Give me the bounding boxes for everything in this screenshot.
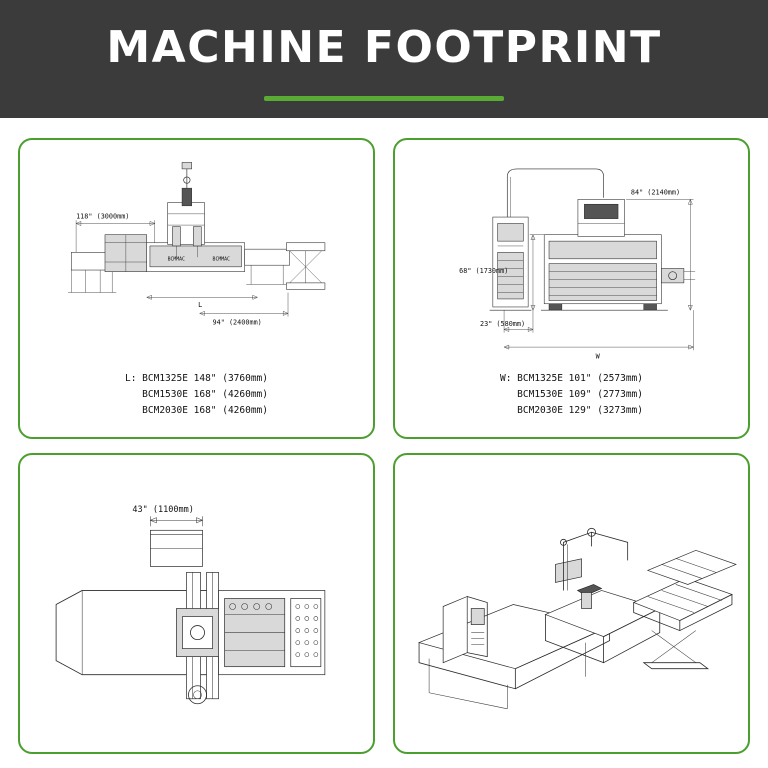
dim-94-group — [200, 293, 288, 327]
svg-text:84" (2140mm): 84" (2140mm) — [630, 188, 681, 197]
isometric-view-drawing — [395, 455, 748, 752]
dim-L-group — [147, 295, 258, 309]
svg-text:23" (580mm): 23" (580mm) — [479, 320, 526, 329]
spec-line: BCM2030E 129" (3273mm) — [500, 405, 643, 416]
svg-text:L: L — [198, 300, 203, 309]
panel-front-view-width — [393, 138, 750, 439]
spec-line: BCM2030E 168" (4260mm) — [125, 405, 268, 416]
svg-text:43" (1100mm): 43" (1100mm) — [132, 505, 194, 516]
spec-list-width — [395, 371, 748, 419]
dim-W-group — [504, 310, 693, 360]
svg-text:68" (1730mm): 68" (1730mm) — [459, 267, 509, 276]
svg-text:BCMMAC: BCMMAC — [167, 257, 185, 263]
detail-box-43 — [132, 505, 202, 566]
panel-top-view-plan — [18, 453, 375, 754]
page-header — [0, 0, 768, 118]
panel-isometric-view — [393, 453, 750, 754]
spec-line: W: BCM1325E 101" (2573mm) — [500, 373, 643, 384]
svg-text:118" (3000mm): 118" (3000mm) — [76, 212, 130, 221]
spec-line: BCM1530E 109" (2773mm) — [500, 389, 643, 400]
title-underline-accent — [264, 96, 504, 101]
top-view-drawing — [20, 455, 373, 752]
spec-line: BCM1530E 168" (4260mm) — [125, 389, 268, 400]
page-title: MACHINE FOOTPRINT — [106, 22, 662, 73]
diagram-grid — [0, 126, 768, 768]
svg-text:94" (2400mm): 94" (2400mm) — [212, 318, 262, 327]
panel-side-view-length — [18, 138, 375, 439]
svg-text:BCMMAC: BCMMAC — [212, 257, 230, 263]
spec-list-length — [20, 371, 373, 419]
dim-23-group — [480, 310, 533, 332]
svg-text:W: W — [595, 352, 600, 361]
spec-line: L: BCM1325E 148" (3760mm) — [125, 373, 268, 384]
